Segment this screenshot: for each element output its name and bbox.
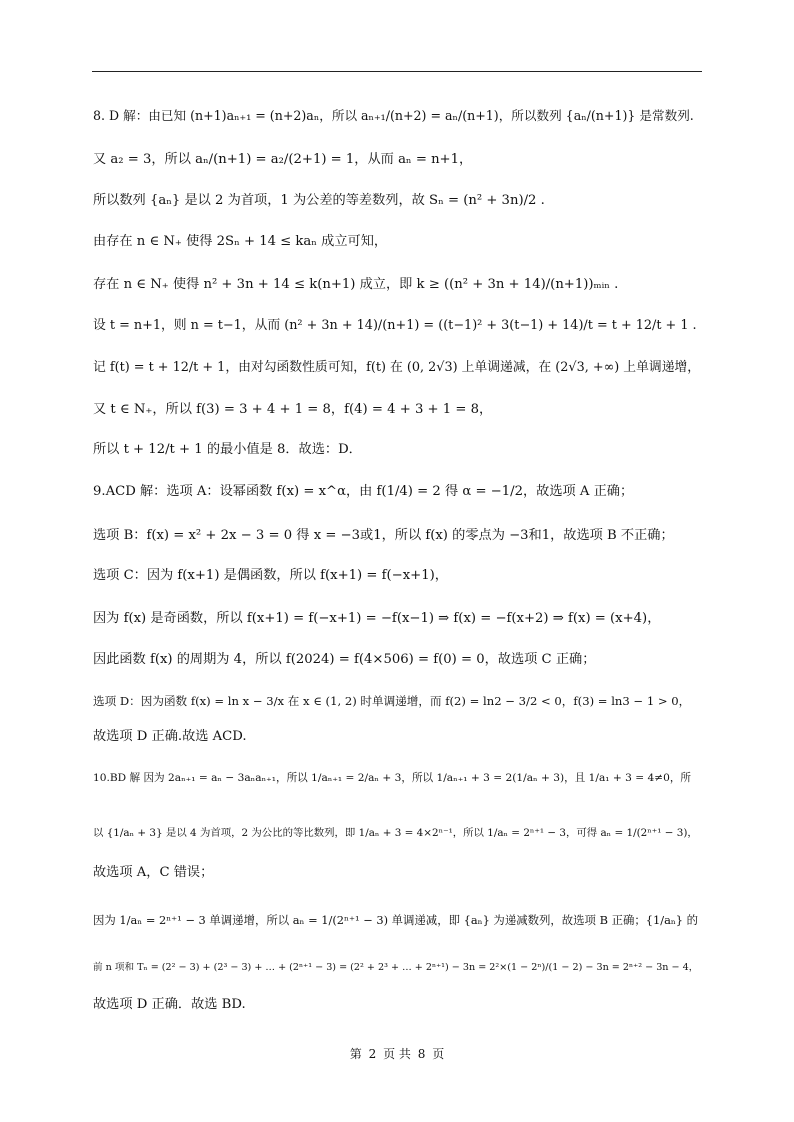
solution-8-line-3: 所以数列 {aₙ} 是以 2 为首项，1 为公差的等差数列，故 Sₙ = (n² + 3n)/2 . bbox=[93, 193, 545, 208]
solution-8-line-5: 存在 n ∈ N₊ 使得 n² + 3n + 14 ≤ k(n+1) 成立，即 k ≥ ((n² + 3n + 14)/(n+1))ₘᵢₙ . bbox=[93, 277, 619, 292]
solution-9-line-7: 故选项 D 正确.故选 ACD. bbox=[93, 729, 247, 744]
footer-suffix: 页 bbox=[432, 1047, 445, 1061]
footer-middle: 页 共 bbox=[383, 1047, 411, 1061]
solution-8-line-6: 设 t = n+1，则 n = t−1，从而 (n² + 3n + 14)/(n+1) = ((t−1)² + 3(t−1) + 14)/t = t + 12/t + 1 . bbox=[93, 318, 697, 333]
solution-10-line-3: 故选项 A，C 错误； bbox=[93, 865, 214, 880]
solution-8-line-7: 记 f(t) = t + 12/t + 1，由对勾函数性质可知，f(t) 在 (0, 2√3) 上单调递减，在 (2√3, +∞) 上单调递增， bbox=[93, 360, 701, 375]
footer-prefix: 第 bbox=[349, 1047, 362, 1061]
solution-9-line-4: 因为 f(x) 是奇函数，所以 f(x+1) = f(−x+1) = −f(x−1) ⇒ f(x) = −f(x+2) ⇒ f(x) = (x+4)， bbox=[93, 611, 661, 626]
solution-8-line-2: 又 a₂ = 3，所以 aₙ/(n+1) = a₂/(2+1) = 1，从而 aₙ = n+1， bbox=[93, 152, 473, 167]
solution-9-line-1: 9.ACD 解：选项 A：设幂函数 f(x) = x^α，由 f(1/4) = 2 得 α = −1/2，故选项 A 正确； bbox=[93, 484, 634, 499]
solution-8-line-4: 由存在 n ∈ N₊ 使得 2Sₙ + 14 ≤ kaₙ 成立可知， bbox=[93, 234, 388, 249]
solution-9-line-2: 选项 B：f(x) = x² + 2x − 3 = 0 得 x = −3或1，所以 f(x) 的零点为 −3和1，故选项 B 不正确； bbox=[93, 528, 674, 543]
solution-9-line-6: 选项 D：因为函数 f(x) = ln x − 3/x 在 x ∈ (1, 2) 时单调递增，而 f(2) = ln2 − 3/2 < 0，f(3) = ln3 − 1 > 0， bbox=[93, 694, 691, 708]
solution-10-line-4: 因为 1/aₙ = 2ⁿ⁺¹ − 3 单调递增，所以 aₙ = 1/(2ⁿ⁺¹ − 3) 单调递减，即 {aₙ} 为递减数列，故选项 B 正确；{1/aₙ} 的 bbox=[93, 913, 699, 927]
solution-10-line-2: 以 {1/aₙ + 3} 是以 4 为首项，2 为公比的等比数列，即 1/aₙ + 3 = 4×2ⁿ⁻¹，所以 1/aₙ = 2ⁿ⁺¹ − 3，可得 aₙ = 1/(2ⁿ⁺¹ − 3)， bbox=[93, 827, 698, 839]
footer-current-page: 2 bbox=[368, 1047, 377, 1061]
solution-9-line-5: 因此函数 f(x) 的周期为 4，所以 f(2024) = f(4×506) = f(0) = 0，故选项 C 正确； bbox=[93, 652, 596, 667]
solution-8-line-1: 8. D 解：由已知 (n+1)aₙ₊₁ = (n+2)aₙ，所以 aₙ₊₁/(n+2) = aₙ/(n+1)，所以数列 {aₙ/(n+1)} 是常数列. bbox=[93, 108, 694, 123]
page-footer bbox=[0, 1045, 794, 1062]
solution-10-line-1: 10.BD 解 因为 2aₙ₊₁ = aₙ − 3aₙaₙ₊₁，所以 1/aₙ₊₁ = 2/aₙ + 3，所以 1/aₙ₊₁ + 3 = 2(1/aₙ + 3)，且 1/a₁ + 3 = 4≠0，所 bbox=[93, 772, 692, 784]
solution-8-line-8: 又 t ∈ N₊，所以 f(3) = 3 + 4 + 1 = 8，f(4) = 4 + 3 + 1 = 8， bbox=[93, 402, 493, 417]
solution-9-line-3: 选项 C：因为 f(x+1) 是偶函数，所以 f(x+1) = f(−x+1)， bbox=[93, 568, 448, 583]
header-rule bbox=[92, 71, 702, 72]
solution-10-line-5: 前 n 项和 Tₙ = (2² − 3) + (2³ − 3) + … + (2ⁿ⁺¹ − 3) = (2² + 2³ + … + 2ⁿ⁺¹) − 3n = 2²×(1 − 2ⁿ)/(1 − 2) − 3n = 2ⁿ⁺² − 3n − 4， bbox=[93, 962, 699, 973]
solution-10-line-6: 故选项 D 正确．故选 BD. bbox=[93, 997, 246, 1012]
solution-8-line-9: 所以 t + 12/t + 1 的最小值是 8．故选：D． bbox=[93, 442, 362, 457]
footer-total-pages: 8 bbox=[417, 1047, 426, 1061]
